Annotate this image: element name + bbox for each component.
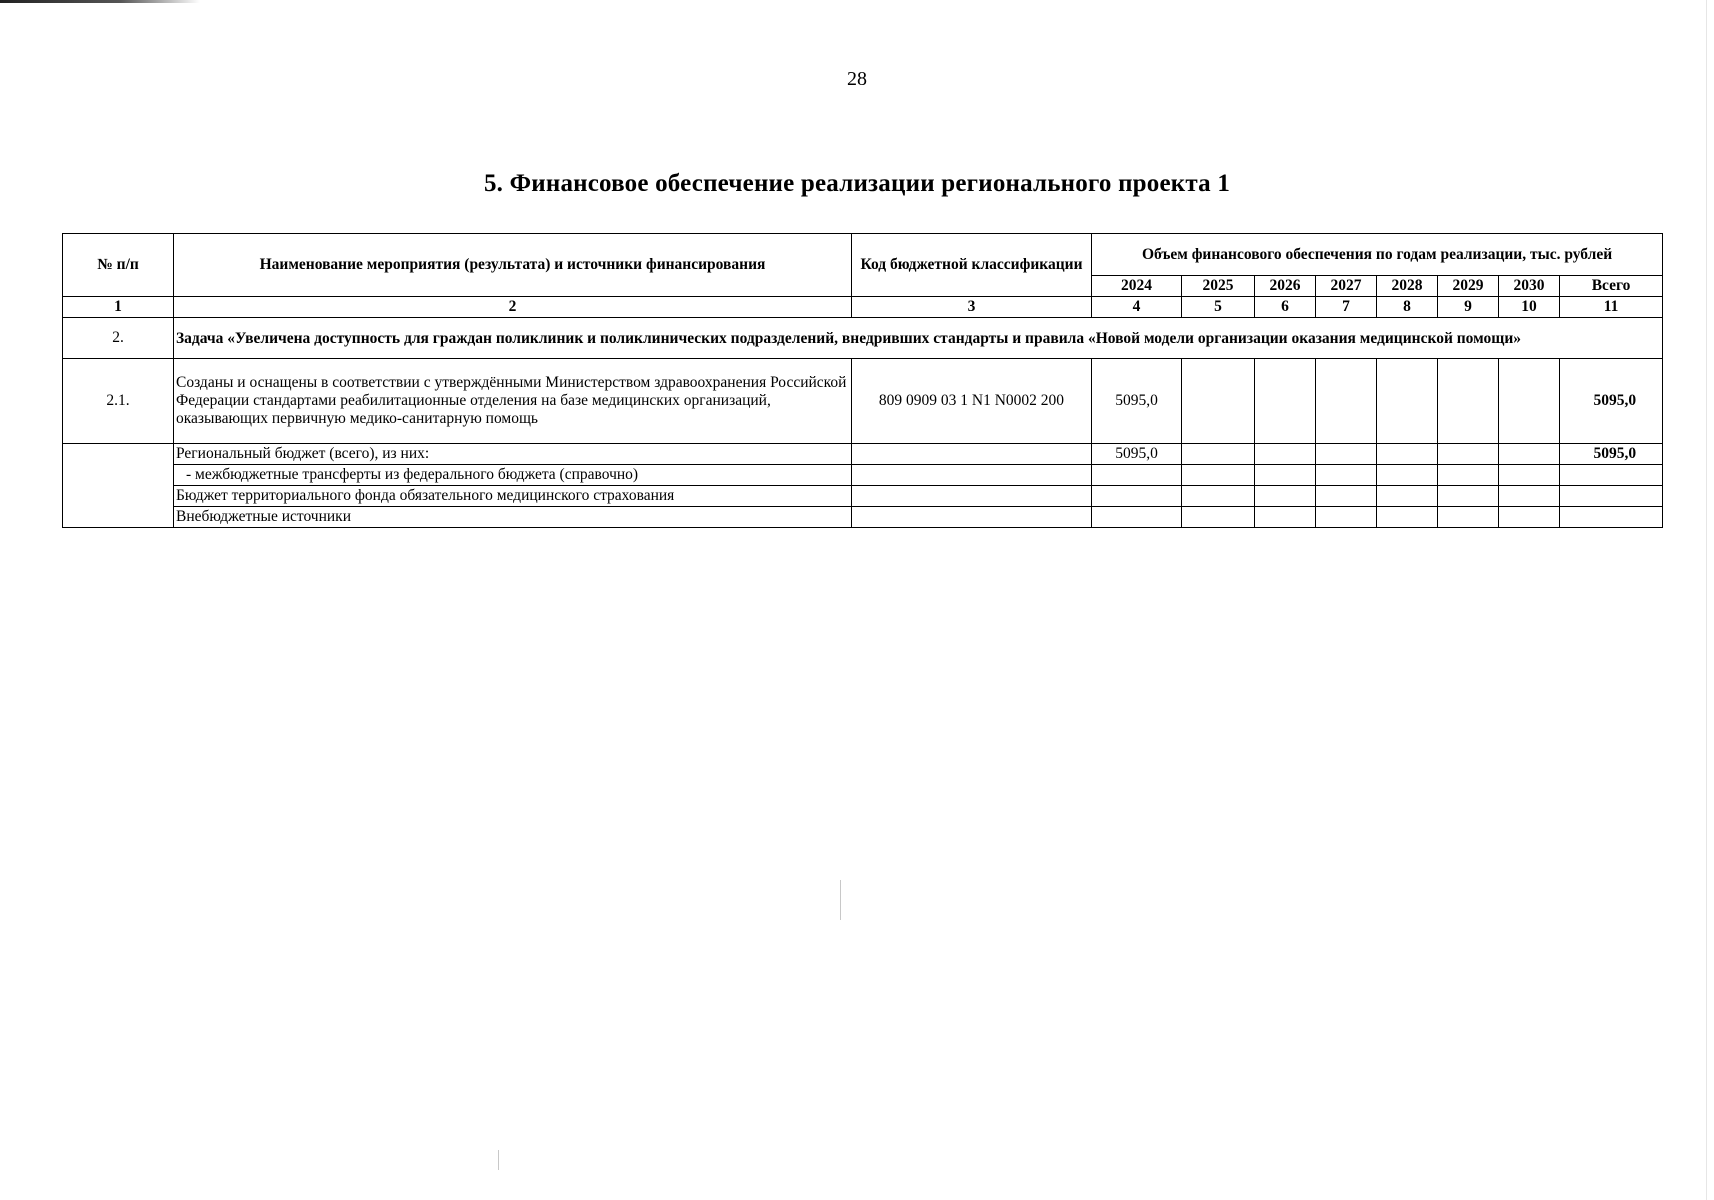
result-value-2029	[1438, 359, 1499, 444]
header-year: 2024	[1092, 276, 1182, 297]
source-value	[1092, 507, 1182, 528]
source-row	[63, 444, 1663, 465]
result-number: 2.1.	[63, 359, 174, 444]
column-number: 4	[1092, 297, 1182, 318]
column-number: 3	[852, 297, 1092, 318]
financing-table	[62, 233, 1663, 528]
column-number: 7	[1316, 297, 1377, 318]
source-code	[852, 444, 1092, 465]
source-total: 5095,0	[1560, 444, 1663, 465]
source-value	[1092, 486, 1182, 507]
source-value	[1255, 444, 1316, 465]
sources-number-cell	[63, 444, 174, 528]
source-value	[1316, 486, 1377, 507]
result-value-2026	[1255, 359, 1316, 444]
source-value	[1182, 465, 1255, 486]
result-value-2028	[1377, 359, 1438, 444]
result-value-2025	[1182, 359, 1255, 444]
column-number: 9	[1438, 297, 1499, 318]
source-value	[1182, 486, 1255, 507]
source-value	[1316, 465, 1377, 486]
header-total: Всего	[1560, 276, 1663, 297]
source-value	[1377, 486, 1438, 507]
source-value	[1438, 444, 1499, 465]
task-number: 2.	[63, 318, 174, 359]
source-value	[1255, 465, 1316, 486]
result-row	[63, 359, 1663, 444]
source-code	[852, 507, 1092, 528]
page-number: 28	[847, 68, 867, 90]
scan-artifact	[498, 1150, 499, 1170]
source-value	[1499, 465, 1560, 486]
result-value-2027	[1316, 359, 1377, 444]
scan-artifact	[840, 880, 841, 920]
column-number: 1	[63, 297, 174, 318]
source-value	[1255, 486, 1316, 507]
source-value	[1377, 465, 1438, 486]
header-name: Наименование мероприятия (результата) и источники финансирования	[174, 234, 852, 297]
source-value	[1438, 486, 1499, 507]
scan-artifact	[1706, 0, 1707, 1200]
column-number: 6	[1255, 297, 1316, 318]
column-number: 2	[174, 297, 852, 318]
source-value	[1499, 444, 1560, 465]
source-row	[63, 507, 1663, 528]
header-code: Код бюджетной классификации	[852, 234, 1092, 297]
source-code	[852, 465, 1092, 486]
source-value	[1316, 507, 1377, 528]
source-name: Региональный бюджет (всего), из них:	[174, 444, 852, 465]
task-row	[63, 318, 1663, 359]
source-total	[1560, 465, 1663, 486]
source-total	[1560, 507, 1663, 528]
source-value	[1182, 444, 1255, 465]
scan-edge-mark	[0, 0, 200, 3]
column-number: 5	[1182, 297, 1255, 318]
result-text: Созданы и оснащены в соответствии с утверждёнными Министерством здравоохранения Российской Федерации стандартами реабилитационные отделения на базе медицинских организаций, оказывающих первичную медико-санитарную помощь	[174, 359, 852, 444]
source-value	[1377, 444, 1438, 465]
header-number: № п/п	[63, 234, 174, 297]
header-year: 2025	[1182, 276, 1255, 297]
source-value: 5095,0	[1092, 444, 1182, 465]
source-value	[1092, 465, 1182, 486]
source-total	[1560, 486, 1663, 507]
source-name: Внебюджетные источники	[174, 507, 852, 528]
header-year: 2030	[1499, 276, 1560, 297]
column-numbers-row	[63, 297, 1663, 318]
result-value-2024: 5095,0	[1092, 359, 1182, 444]
header-year: 2026	[1255, 276, 1316, 297]
section-title: 5. Финансовое обеспечение реализации регионального проекта 1	[483, 170, 1231, 197]
header-row	[63, 234, 1663, 276]
source-row	[63, 465, 1663, 486]
source-value	[1499, 486, 1560, 507]
source-value	[1438, 465, 1499, 486]
source-value	[1438, 507, 1499, 528]
source-name: Бюджет территориального фонда обязательного медицинского страхования	[174, 486, 852, 507]
source-code	[852, 486, 1092, 507]
column-number: 10	[1499, 297, 1560, 318]
source-value	[1255, 507, 1316, 528]
source-row	[63, 486, 1663, 507]
header-volume: Объем финансового обеспечения по годам реализации, тыс. рублей	[1092, 234, 1663, 276]
result-value-2030	[1499, 359, 1560, 444]
source-value	[1182, 507, 1255, 528]
result-total: 5095,0	[1560, 359, 1663, 444]
header-year: 2027	[1316, 276, 1377, 297]
task-text: Задача «Увеличена доступность для граждан поликлиник и поликлинических подразделений, внедривших стандарты и правила «Новой модели организации оказания медицинской помощи»	[174, 318, 1663, 359]
header-year: 2028	[1377, 276, 1438, 297]
column-number: 8	[1377, 297, 1438, 318]
column-number: 11	[1560, 297, 1663, 318]
header-year: 2029	[1438, 276, 1499, 297]
source-value	[1316, 444, 1377, 465]
source-value	[1499, 507, 1560, 528]
source-name: - межбюджетные трансферты из федерального бюджета (справочно)	[174, 465, 852, 486]
source-value	[1377, 507, 1438, 528]
result-code: 809 0909 03 1 N1 N0002 200	[852, 359, 1092, 444]
